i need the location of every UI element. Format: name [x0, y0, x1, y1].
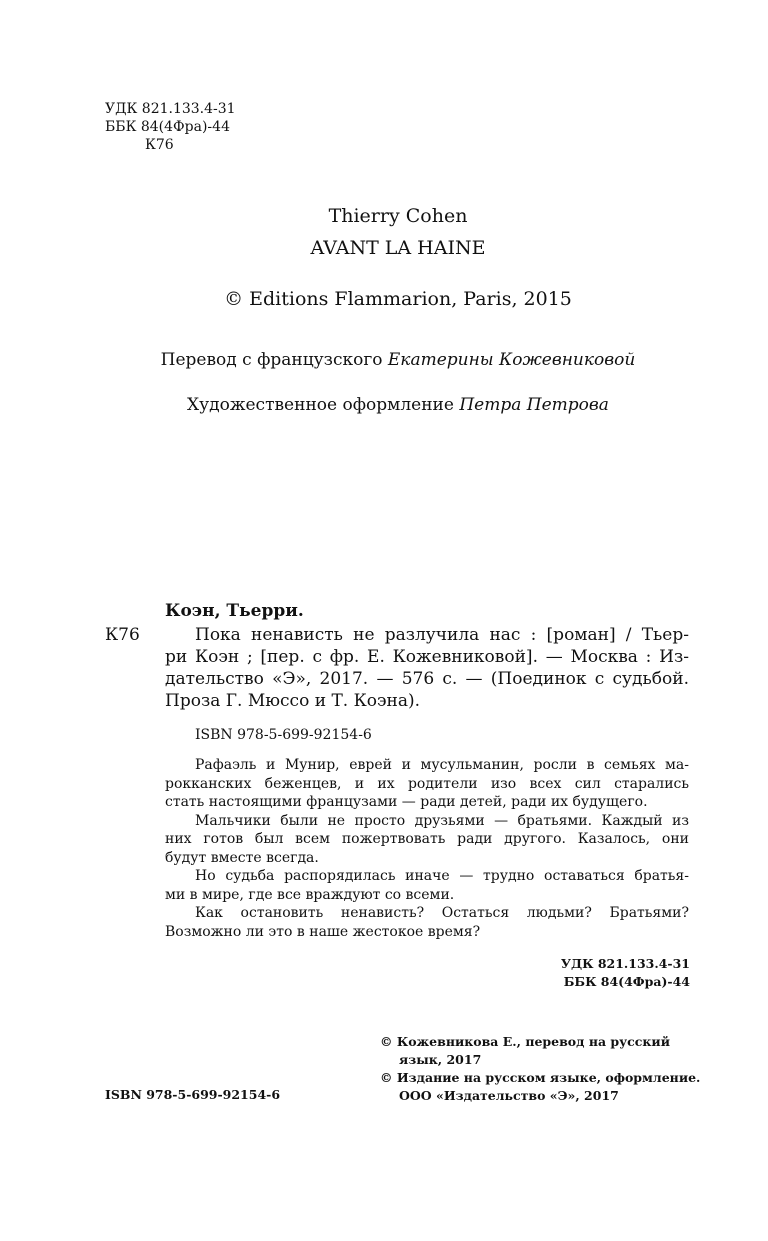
annotation-line: рокканских беженцев, и их родители изо всех сил старались: [165, 775, 689, 792]
design-prefix: Художественное оформление: [187, 395, 454, 415]
annotation-line: Мальчики были не просто друзьями — братьями. Каждый из: [195, 812, 689, 829]
copyright-line: ООО «Издательство «Э», 2017: [399, 1088, 619, 1103]
annotation-line: Возможно ли это в наше жестокое время?: [165, 923, 481, 940]
copyright-line: язык, 2017: [399, 1052, 482, 1067]
udk-top: УДК 821.133.4-31: [105, 101, 236, 117]
udk-bottom: УДК 821.133.4-31: [560, 956, 690, 971]
copyright-line: © Кожевникова Е., перевод на русский: [380, 1034, 670, 1049]
original-author: Thierry Cohen: [328, 205, 468, 227]
annotation: [165, 756, 689, 941]
catalog-mark: К76: [105, 625, 140, 645]
annotation-line: них готов был всем пожертвовать ради другого. Казалось, они: [165, 831, 689, 847]
original-title: AVANT LA HAINE: [310, 237, 486, 259]
catalog-line: ри Коэн ; [пер. с фр. Е. Кожевниковой]. — Москва : Из-: [165, 647, 689, 667]
translator-name: Екатерины Кожевниковой: [387, 350, 636, 370]
annotation-line: ми в мире, где все враждуют со всеми.: [165, 886, 455, 903]
design-credit: [0, 394, 768, 416]
copyright-line: © Издание на русском языке, оформление.: [380, 1070, 701, 1085]
annotation-line: Как остановить ненависть? Остаться людьми? Братьями?: [195, 905, 689, 921]
footer-isbn: ISBN 978-5-699-92154-6: [105, 1087, 281, 1102]
translation-credit: [0, 349, 768, 371]
annotation-line: Но судьба распорядилась иначе — трудно оставаться братья-: [195, 868, 689, 884]
footer-copyrights: [380, 1033, 700, 1105]
catalog-line: Проза Г. Мюссо и Т. Коэна).: [165, 691, 420, 711]
bbk-top: ББК 84(4Фра)-44: [105, 119, 230, 135]
translation-prefix: Перевод с французского: [160, 350, 383, 370]
catalog-author-heading: Коэн, Тьерри.: [165, 601, 304, 621]
catalog-isbn: ISBN 978-5-699-92154-6: [195, 727, 372, 743]
designer-name: Петра Петрова: [459, 395, 609, 415]
original-copyright: © Editions Flammarion, Paris, 2015: [224, 288, 572, 310]
author-mark-top: К76: [145, 137, 174, 153]
catalog-line: дательство «Э», 2017. — 576 с. — (Поединок с судьбой.: [165, 669, 689, 689]
annotation-line: стать настоящими французами — ради детей, ради их будущего.: [165, 794, 648, 810]
catalog-line: Пока ненависть не разлучила нас : [роман] / Тьер-: [195, 625, 689, 645]
catalog-description: [165, 624, 689, 712]
bbk-bottom: ББК 84(4Фра)-44: [563, 974, 690, 989]
annotation-line: Рафаэль и Мунир, еврей и мусульманин, росли в семьях ма-: [195, 757, 689, 773]
annotation-line: будут вместе всегда.: [165, 849, 319, 866]
